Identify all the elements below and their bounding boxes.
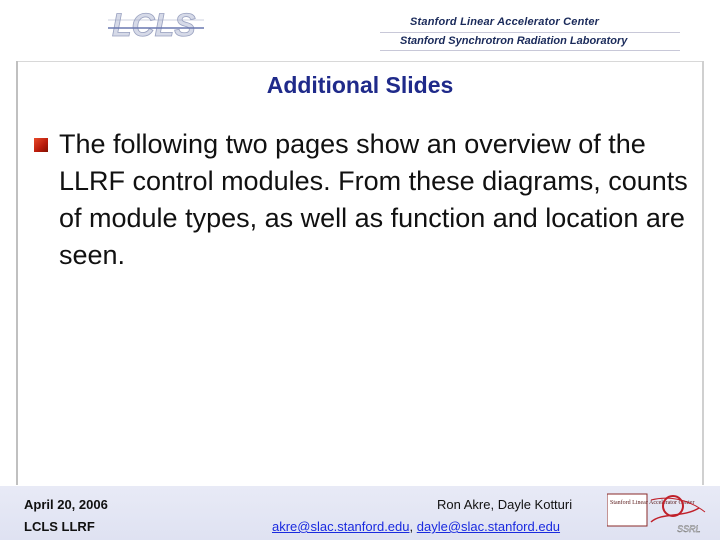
lcls-logo bbox=[108, 6, 204, 48]
footer-authors: Ron Akre, Dayle Kotturi bbox=[437, 497, 573, 512]
email-link-akre[interactable]: akre@slac.stanford.edu bbox=[272, 519, 410, 534]
header-divider bbox=[380, 32, 680, 33]
header-divider bbox=[380, 50, 680, 51]
email-separator: , bbox=[409, 519, 414, 534]
bullet-text: The following two pages show an overview of the LLRF control modules. From these diagrams, counts of module types, as well as function and location are seen. bbox=[59, 129, 688, 270]
email-link-kotturi[interactable]: dayle@slac.stanford.edu bbox=[416, 519, 561, 534]
slac-ssrl-logo bbox=[607, 492, 707, 536]
footer-date: April 20, 2006 bbox=[24, 497, 108, 512]
slide-title: Additional Slides bbox=[266, 72, 454, 98]
ssrl-logo-text: SSRL bbox=[677, 524, 701, 534]
footer-emails bbox=[272, 519, 560, 534]
slac-logo-name: Stanford Linear Accelerator Center bbox=[610, 500, 695, 506]
lcls-logo-text: LCLS bbox=[112, 7, 196, 43]
footer-project: LCLS LLRF bbox=[24, 519, 95, 534]
slide-frame-left-edge bbox=[16, 61, 18, 485]
bullet-square-icon bbox=[34, 138, 48, 152]
header-slac-name: Stanford Linear Accelerator Center bbox=[410, 16, 600, 28]
header-ssrl-name: Stanford Synchrotron Radiation Laboratory bbox=[400, 35, 628, 47]
